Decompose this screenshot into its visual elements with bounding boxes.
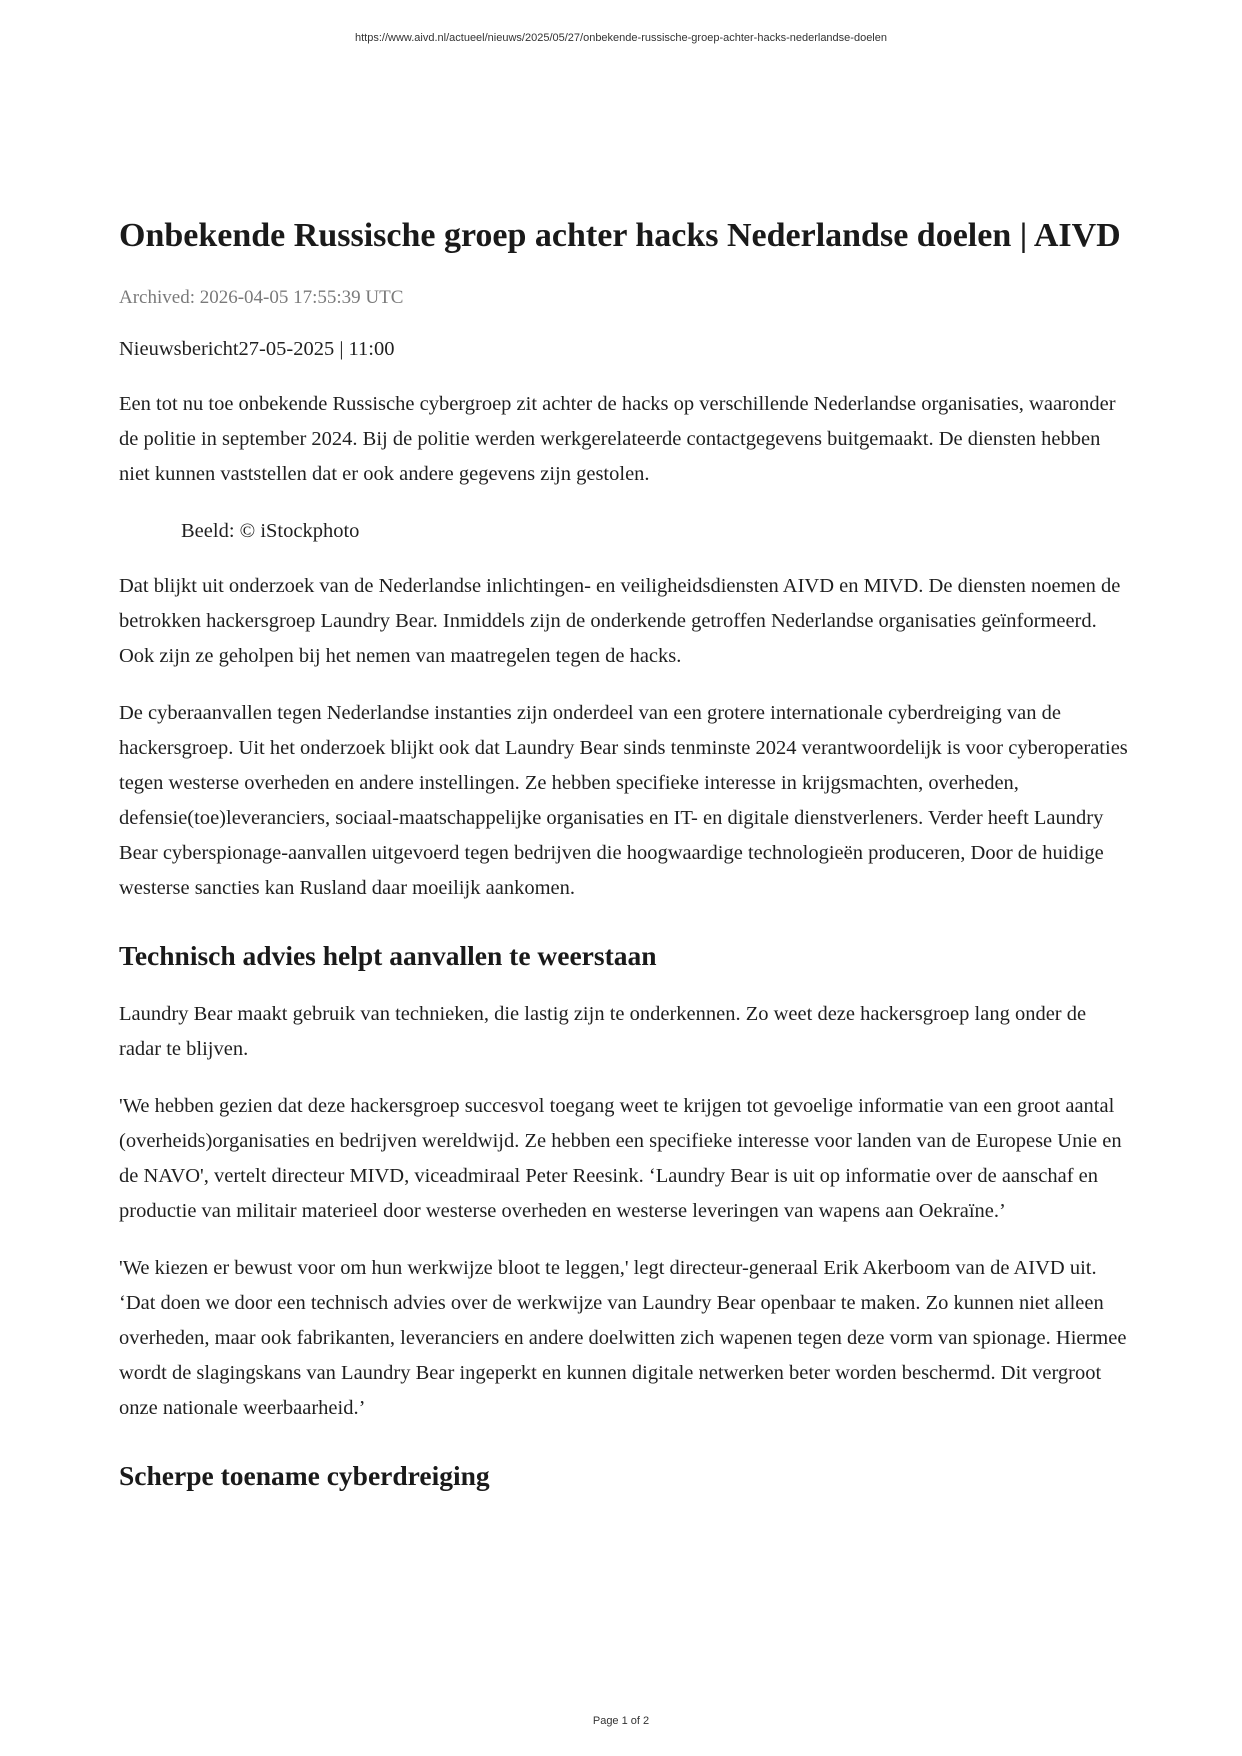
article-paragraph: De cyberaanvallen tegen Nederlandse instanties zijn onderdeel van een grotere internationale cyberdreiging van de hackersgroep. Uit het onderzoek blijkt ook dat Laundry Bear sinds tenminste 2024 verantwoordelijk is voor cyberoperaties tegen westerse overheden en andere instellingen. Ze hebben specifieke interesse in krijgsmachten, overheden, defensie(toe)leveranciers, sociaal-maatschappelijke organisaties en IT- en digitale dienstverleners. Verder heeft Laundry Bear cyberspionage-aanvallen uitgevoerd tegen bedrijven die hoogwaardige technologieën produceren, Door de huidige westerse sancties kan Rusland daar moeilijk aankomen. <box>119 702 1128 899</box>
article-paragraph: 'We hebben gezien dat deze hackersgroep succesvol toegang weet te krijgen tot gevoelige informatie van een groot aantal (overheids)organisaties en bedrijven wereldwijd. Ze hebben een specifieke interesse voor landen van de Europese Unie en de NAVO', vertelt directeur MIVD, viceadmiraal Peter Reesink. ‘Laundry Bear is uit op informatie over de aanschaf en productie van militair materieel door westerse overheden en westerse leveringen van wapens aan Oekraïne.’ <box>119 1095 1122 1222</box>
image-caption: Beeld: © iStockphoto <box>181 520 360 542</box>
page-indicator: Page 1 of 2 <box>592 1715 650 1727</box>
section-heading: Technisch advies helpt aanvallen te weerstaan <box>119 940 657 971</box>
article-paragraph: Laundry Bear maakt gebruik van technieken, die lastig zijn te onderkennen. Zo weet deze hackersgroep lang onder de radar te blijven. <box>119 1003 1087 1060</box>
article-meta: Nieuwsbericht27-05-2025 | 11:00 <box>119 338 395 360</box>
article-intro: Een tot nu toe onbekende Russische cybergroep zit achter de hacks op verschillende Nederlandse organisaties, waaronder de politie in september 2024. Bij de politie werden werkgerelateerde contactgegevens buitgemaakt. De diensten hebben niet kunnen vaststellen dat er ook andere gegevens zijn gestolen. <box>119 393 1116 485</box>
article-paragraph: 'We kiezen er bewust voor om hun werkwijze bloot te leggen,' legt directeur-generaal Erik Akerboom van de AIVD uit. ‘Dat doen we door een technisch advies over de werkwijze van Laundry Bear openbaar te maken. Zo kunnen niet alleen overheden, maar ook fabrikanten, leveranciers en andere doelwitten zich wapenen tegen deze vorm van spionage. Hiermee wordt de slagingskans van Laundry Bear ingeperkt en kunnen digitale netwerken beter worden beschermd. Dit vergroot onze nationale weerbaarheid.’ <box>119 1257 1127 1419</box>
page-url: https://www.aivd.nl/actueel/nieuws/2025/05/27/onbekende-russische-groep-achter-hacks-nederlandse-doelen <box>355 32 887 44</box>
section-heading: Scherpe toename cyberdreiging <box>119 1460 490 1491</box>
article <box>119 208 1129 1517</box>
article-title: Onbekende Russische groep achter hacks Nederlandse doelen | AIVD <box>119 217 1121 254</box>
archived-timestamp: Archived: 2026-04-05 17:55:39 UTC <box>119 287 404 308</box>
article-paragraph: Dat blijkt uit onderzoek van de Nederlandse inlichtingen- en veiligheidsdiensten AIVD en MIVD. De diensten noemen de betrokken hackersgroep Laundry Bear. Inmiddels zijn de onderkende getroffen Nederlandse organisaties geïnformeerd. Ook zijn ze geholpen bij het nemen van maatregelen tegen de hacks. <box>119 575 1121 667</box>
